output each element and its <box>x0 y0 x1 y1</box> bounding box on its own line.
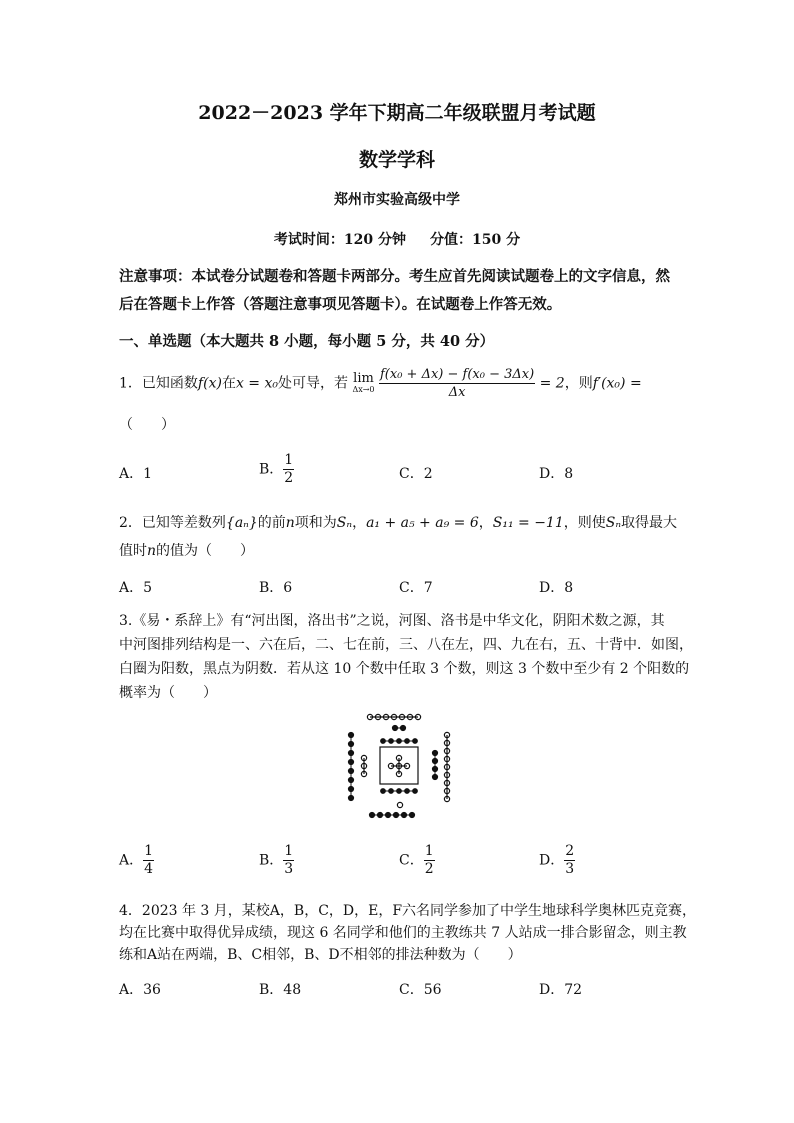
opt-label: B． <box>259 852 284 869</box>
q3-option-b <box>259 843 294 878</box>
lim-sub: Δx→0 <box>352 384 375 394</box>
q4-option-d: D．72 <box>539 982 583 998</box>
opt-frac <box>283 843 294 878</box>
q2-n: n <box>147 543 157 559</box>
frac-den: 2 <box>424 861 434 877</box>
q2-cond2: S₁₁ = −11 <box>492 515 564 531</box>
q3-line-2: 中河图排列结构是一、六在后，二、七在前，三、八在左，四、九在右，五、十背中．如图， <box>119 637 693 653</box>
frac-num: 1 <box>284 452 294 468</box>
opt-label: A． <box>119 852 144 869</box>
q2-text: 的值为（ ） <box>156 543 255 559</box>
exam-score: 分值：150 分 <box>430 232 521 248</box>
frac-num: 2 <box>565 843 575 859</box>
frac-num: 1 <box>284 843 294 859</box>
q2-seq: {aₙ} <box>225 515 258 531</box>
q3-line-1: 3.《易・系辞上》有“河出图，洛出书”之说，河图、洛书是中华文化，阴阳术数之源，其 <box>119 613 665 629</box>
opt-frac <box>564 843 575 878</box>
hetu-diagram <box>340 708 460 824</box>
top-black-dots <box>392 725 405 730</box>
q3-line-3: 白圈为阳数，黑点为阴数．若从这 10 个数中任取 3 个数，则这 3 个数中至少有 2 个阳数的 <box>119 661 690 677</box>
q2-sn: Sₙ <box>605 515 622 531</box>
q2-option-a: A．5 <box>119 580 153 596</box>
bottom-black-dots <box>369 812 414 817</box>
q3-option-c <box>399 843 435 878</box>
q1-fx: f(x) <box>197 375 222 392</box>
q1-text: 1．已知函数 <box>119 375 198 392</box>
q2-n: n <box>285 515 295 531</box>
q2-cond1: a₁ + a₅ + a₉ = 6 <box>366 515 479 531</box>
subject-title: 数学学科 <box>358 149 435 171</box>
notice: 注意事项：本试卷分试题卷和答题卡两部分。考生应首先阅读试题卷上的文字信息，然后在答题卡上作答（答题注意事项见答题卡）。在试题卷上作答无效。 <box>119 268 670 313</box>
q2-text: 值时 <box>119 543 147 559</box>
q2-sn: Sₙ <box>336 515 353 531</box>
q1-cond: x = x₀ <box>235 375 278 392</box>
q2-option-b: B．6 <box>259 580 293 596</box>
q2-text: 项和为 <box>294 515 337 531</box>
question-2-line1 <box>119 512 677 532</box>
q2-text: 2．已知等差数列 <box>119 515 226 531</box>
q1-denominator: Δx <box>448 385 466 400</box>
exam-title: 2022－2023 学年下期高二年级联盟月考试题 <box>198 102 596 124</box>
section-heading: 一、单选题（本大题共 8 小题，每小题 5 分，共 40 分） <box>119 333 495 350</box>
q2-text: 的前 <box>257 515 286 531</box>
q3-option-a <box>119 843 154 878</box>
q2-option-c: C．7 <box>399 580 433 596</box>
opt-label: C． <box>399 852 424 869</box>
frac-den: 2 <box>284 470 294 486</box>
q2-text: ，则使 <box>563 515 606 531</box>
q2-comma: ， <box>352 515 367 531</box>
frac-den: 3 <box>284 861 294 877</box>
q1-text: ，则 <box>564 375 593 392</box>
opt-frac <box>143 843 154 878</box>
q1-option-b-frac <box>283 452 294 487</box>
bottom-white-dot <box>397 802 402 807</box>
frac-num: 1 <box>144 843 154 859</box>
q4-option-b: B．48 <box>259 982 302 998</box>
q1-text: 在 <box>221 375 236 392</box>
q1-eq: = 2 <box>539 375 565 392</box>
q1-paren: （ ） <box>119 417 175 433</box>
question-2-line2 <box>119 540 254 560</box>
opt-frac <box>424 843 435 878</box>
q4-line-1: 4．2023 年 3 月，某校A，B，C，D，E，F六名同学参加了中学生地球科学奥林匹克竞赛， <box>119 903 697 919</box>
q1-option-d: D．8 <box>539 466 574 482</box>
right-inner-black-dots <box>432 750 437 779</box>
exam-info <box>0 229 794 249</box>
frac-num: 1 <box>424 843 434 859</box>
q2-text: 取得最大 <box>621 515 678 531</box>
frac-den: 3 <box>565 861 575 877</box>
left-black-dots <box>348 732 353 800</box>
lim-word: lim <box>353 370 374 386</box>
q1-option-c: C．2 <box>399 466 433 482</box>
q1-text: 处可导，若 <box>277 375 348 392</box>
opt-label: D． <box>539 852 565 869</box>
q1-limit <box>352 370 375 395</box>
school-name: 郑州市实验高级中学 <box>334 192 460 208</box>
q4-option-a: A．36 <box>119 982 161 998</box>
q3-line-4: 概率为（ ） <box>119 685 217 701</box>
question-1 <box>119 366 642 401</box>
q1-fraction <box>379 366 535 401</box>
q1-option-b <box>259 452 294 487</box>
q1-ask: f′(x₀) = <box>592 375 642 392</box>
frac-den: 4 <box>144 861 154 877</box>
q1-numerator: f(x₀ + Δx) − f(x₀ − 3Δx) <box>379 367 535 382</box>
q1-option-a: A．1 <box>119 466 153 482</box>
q4-option-c: C．56 <box>399 982 442 998</box>
exam-time: 考试时间：120 分钟 <box>273 232 406 248</box>
q4-line-2: 均在比赛中取得优异成绩，现这 6 名同学和他们的主教练共 7 人站成一排合影留念，则主教 <box>119 925 687 941</box>
q2-comma: ， <box>478 515 493 531</box>
q3-option-d <box>539 843 575 878</box>
q4-line-3: 练和A站在两端，B、C相邻，B、D不相邻的排法种数为（ ） <box>119 947 522 963</box>
q2-option-d: D．8 <box>539 580 574 596</box>
q1-option-b-label: B． <box>259 461 284 478</box>
